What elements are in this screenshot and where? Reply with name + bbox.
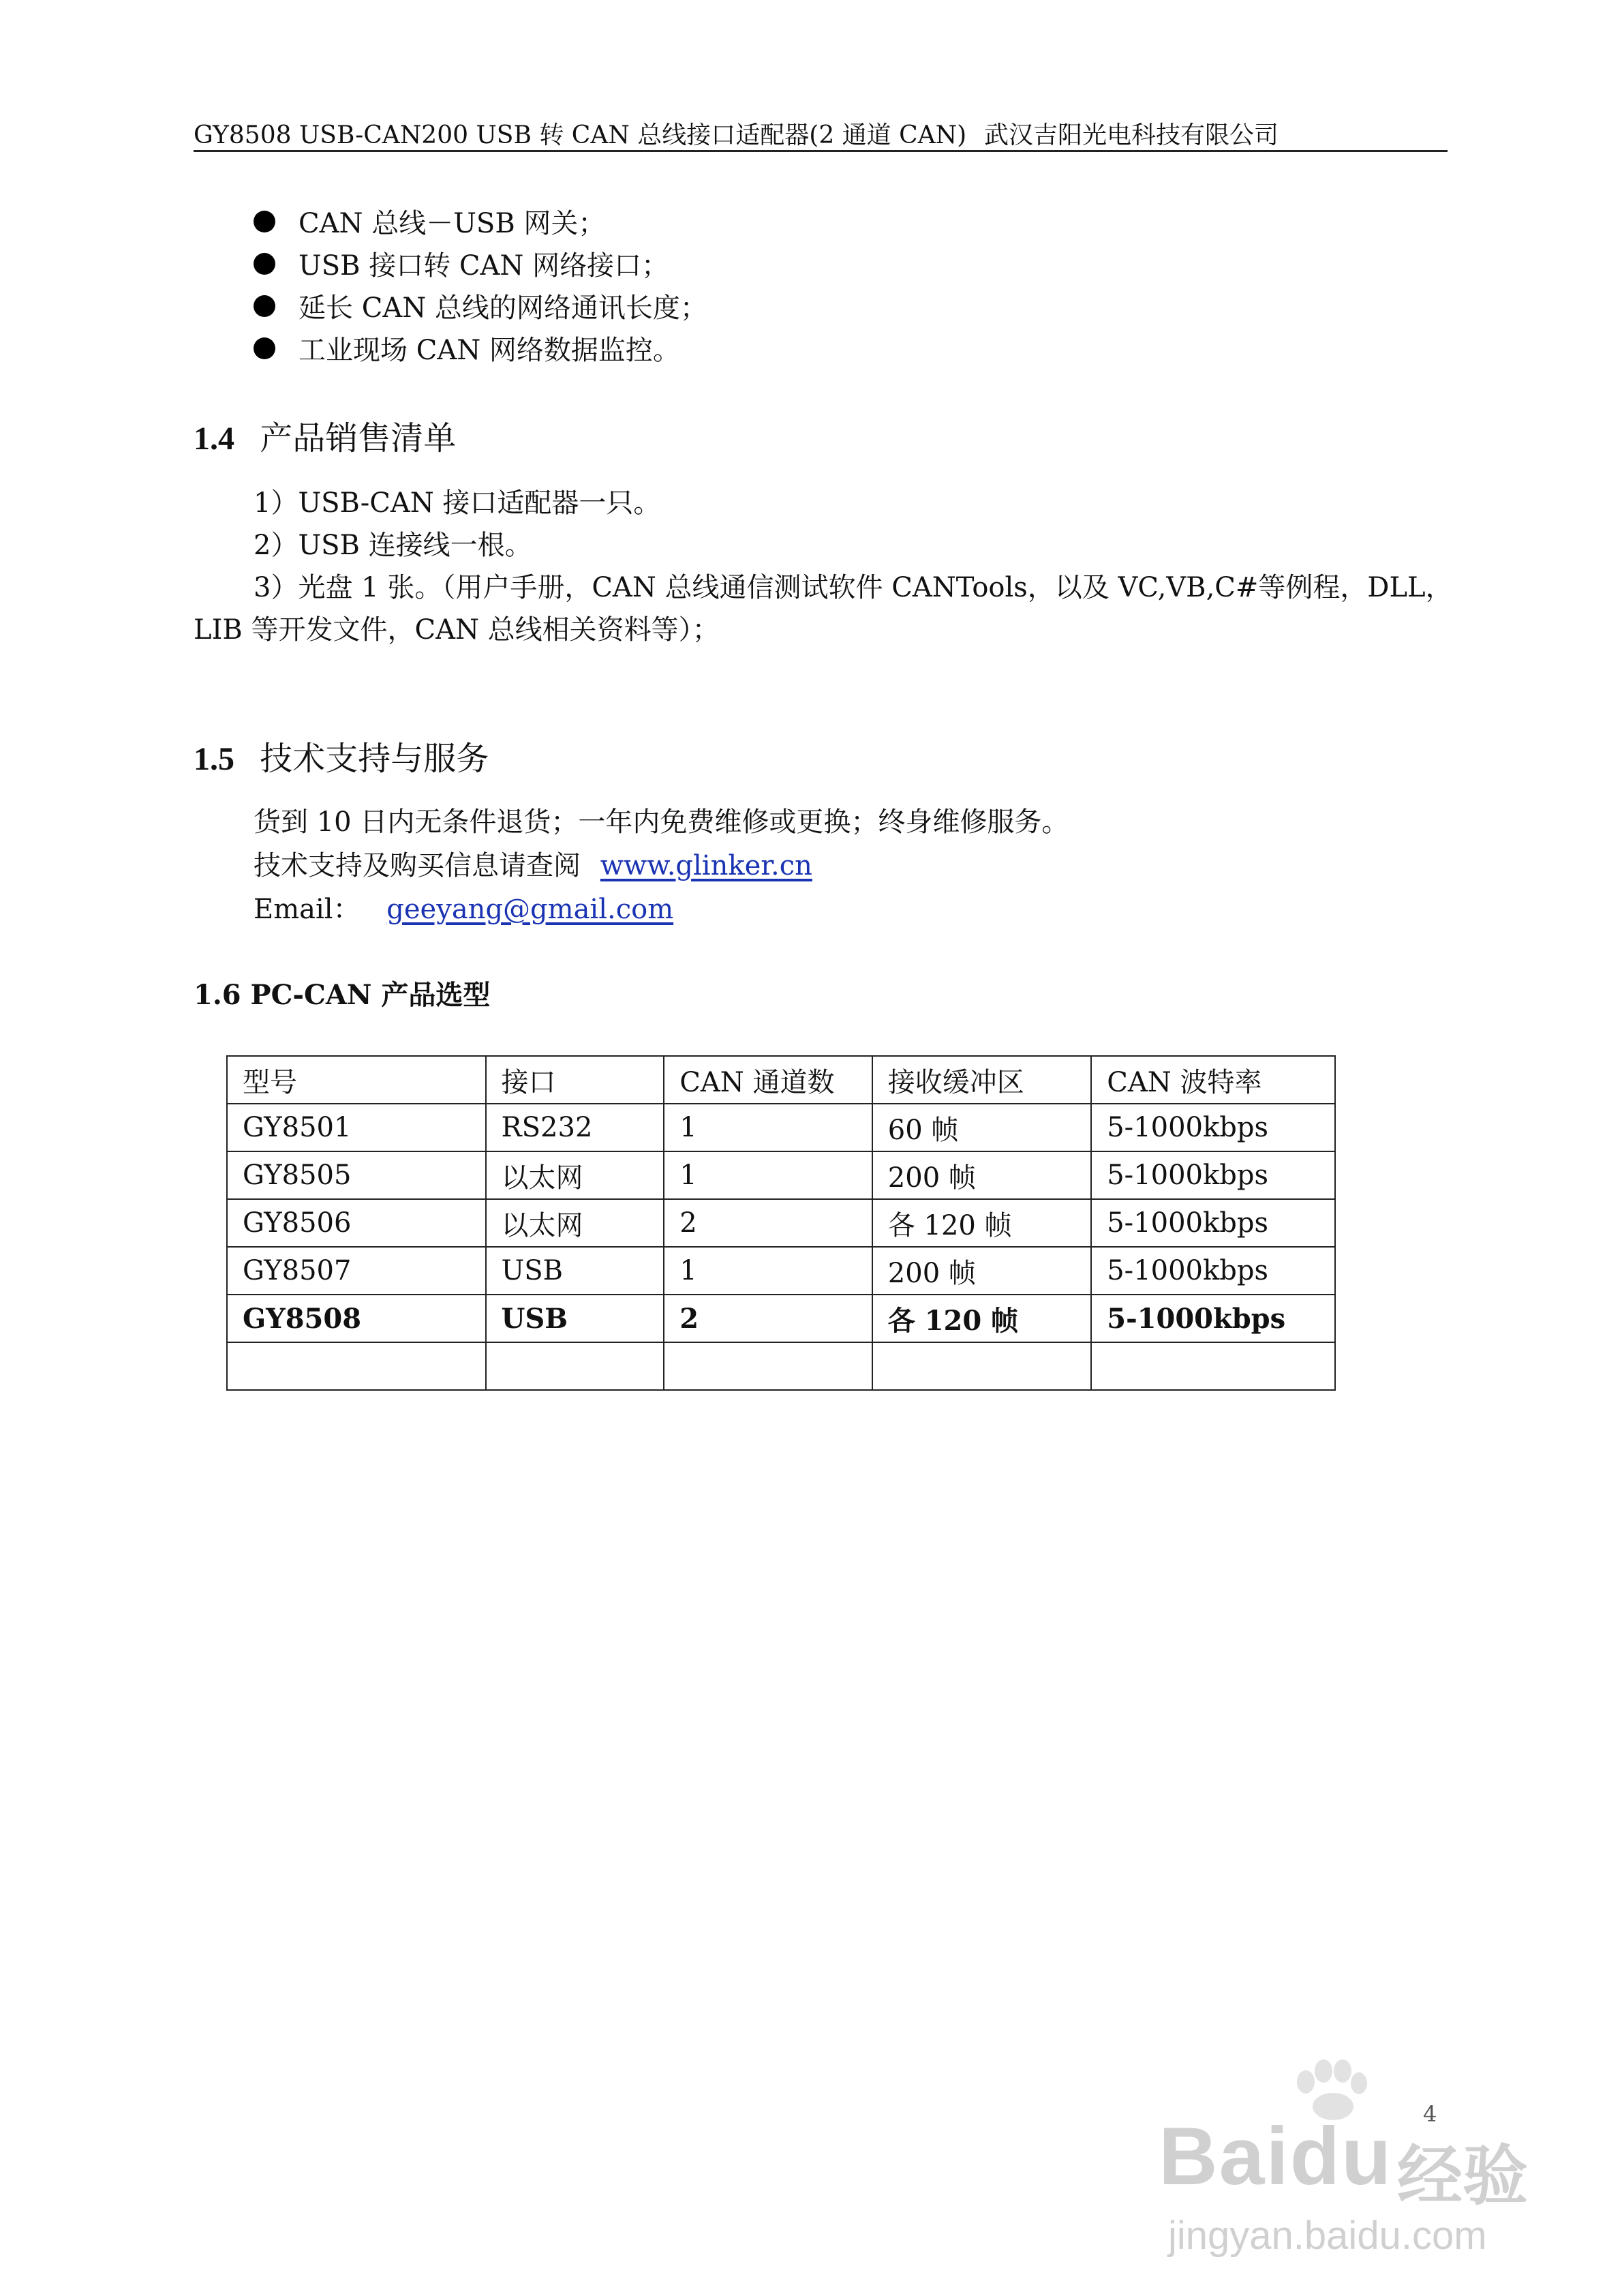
return-policy-text: 货到 10 日内无条件退货；一年内免费维修或更换；终身维修服务。: [254, 806, 1069, 838]
table-cell: 5-1000kbps: [1091, 1199, 1335, 1247]
table-cell: 1: [664, 1104, 872, 1151]
table-cell: 2: [664, 1199, 872, 1247]
bullet-item: [254, 286, 707, 325]
table-cell: 2: [664, 1295, 872, 1342]
bullet-item: [254, 202, 605, 241]
table-header-cell: 接收缓冲区: [872, 1056, 1091, 1104]
list-item-continuation: LIB 等开发文件，CAN 总线相关资料等）；: [194, 614, 720, 646]
table-row: [227, 1247, 1335, 1295]
list-item: 1）USB-CAN 接口适配器一只。: [254, 487, 661, 519]
table-cell: 各 120 帧: [872, 1199, 1091, 1247]
table-cell: GY8505: [227, 1151, 486, 1199]
bullet-item: [254, 329, 680, 367]
table-cell: 60 帧: [872, 1104, 1091, 1151]
email-label: Email：: [254, 894, 361, 925]
list-item: 3）光盘 1 张。（用户手册，CAN 总线通信测试软件 CANTools，以及 VC,VB,C#等例程，DLL，: [254, 572, 1453, 603]
table-cell: [872, 1342, 1091, 1390]
table-row-highlighted: [227, 1295, 1335, 1342]
support-info-line: [254, 844, 812, 883]
running-header-company: 武汉吉阳光电科技有限公司: [984, 121, 1279, 149]
baidu-jingyan-watermark: [1159, 2059, 1540, 2263]
table-cell: GY8508: [227, 1295, 486, 1342]
table-cell: USB: [486, 1295, 664, 1342]
bullet-text: 工业现场 CAN 网络数据监控。: [299, 335, 680, 366]
watermark-brand-du: du: [1289, 2111, 1393, 2202]
table-cell: USB: [486, 1247, 664, 1295]
bullet-text: CAN 总线－USB 网关；: [299, 208, 606, 239]
list-item: 2）USB 连接线一根。: [254, 530, 532, 561]
table-cell: 以太网: [486, 1199, 664, 1247]
section-number: 1.5: [194, 741, 234, 777]
watermark-url: jingyan.baidu.com: [1168, 2214, 1487, 2258]
table-cell: 5-1000kbps: [1091, 1104, 1335, 1151]
table-cell: 以太网: [486, 1151, 664, 1199]
bullet-item: [254, 244, 669, 283]
table-cell: GY8507: [227, 1247, 486, 1295]
email-link[interactable]: geeyang@gmail.com: [386, 894, 674, 925]
table-cell: [1091, 1342, 1335, 1390]
section-heading-1-5: [194, 732, 489, 779]
table-cell: 1: [664, 1247, 872, 1295]
bullet-icon: [254, 211, 275, 232]
section-title: 技术支持与服务: [260, 740, 489, 778]
page-number: 4: [1423, 2101, 1437, 2127]
table-row: [227, 1104, 1335, 1151]
bullet-icon: [254, 253, 275, 275]
section-heading-1-6: 1.6 PC-CAN 产品选型: [194, 979, 491, 1011]
watermark-brand: [1159, 2109, 1392, 2203]
table-cell: 200 帧: [872, 1247, 1091, 1295]
table-cell: [664, 1342, 872, 1390]
support-info-label: 技术支持及购买信息请查阅: [254, 850, 581, 881]
table-cell: 各 120 帧: [872, 1295, 1091, 1342]
watermark-label: 经验: [1397, 2140, 1528, 2213]
section-heading-1-4: [194, 412, 456, 459]
table-header-cell: 接口: [486, 1056, 664, 1104]
table-cell: 5-1000kbps: [1091, 1295, 1335, 1342]
table-cell: GY8501: [227, 1104, 486, 1151]
table-cell: 1: [664, 1151, 872, 1199]
website-link[interactable]: www.glinker.cn: [600, 850, 812, 881]
table-cell: GY8506: [227, 1199, 486, 1247]
table-cell: RS232: [486, 1104, 664, 1151]
email-line: [254, 888, 673, 926]
bullet-icon: [254, 295, 275, 317]
table-header-cell: 型号: [227, 1056, 486, 1104]
table-cell: 5-1000kbps: [1091, 1247, 1335, 1295]
table-cell: 5-1000kbps: [1091, 1151, 1335, 1199]
bullet-text: 延长 CAN 总线的网络通讯长度；: [299, 292, 707, 324]
section-title: 产品销售清单: [260, 419, 457, 457]
table-row: [227, 1151, 1335, 1199]
table-row-empty: [227, 1342, 1335, 1390]
table-row: [227, 1199, 1335, 1247]
watermark-brand-bai: Bai: [1159, 2111, 1290, 2202]
table-cell: [486, 1342, 664, 1390]
bullet-icon: [254, 337, 275, 359]
table-header-cell: CAN 波特率: [1091, 1056, 1335, 1104]
product-selection-table: [226, 1055, 1336, 1391]
bullet-text: USB 接口转 CAN 网络接口；: [299, 250, 669, 282]
section-number: 1.4: [194, 421, 234, 457]
table-cell: 200 帧: [872, 1151, 1091, 1199]
running-header-title: GY8508 USB-CAN200 USB 转 CAN 总线接口适配器(2 通道 CAN): [194, 121, 967, 149]
table-header-row: [227, 1056, 1335, 1104]
table-header-cell: CAN 通道数: [664, 1056, 872, 1104]
table-cell: [227, 1342, 486, 1390]
header-divider: [194, 150, 1448, 152]
